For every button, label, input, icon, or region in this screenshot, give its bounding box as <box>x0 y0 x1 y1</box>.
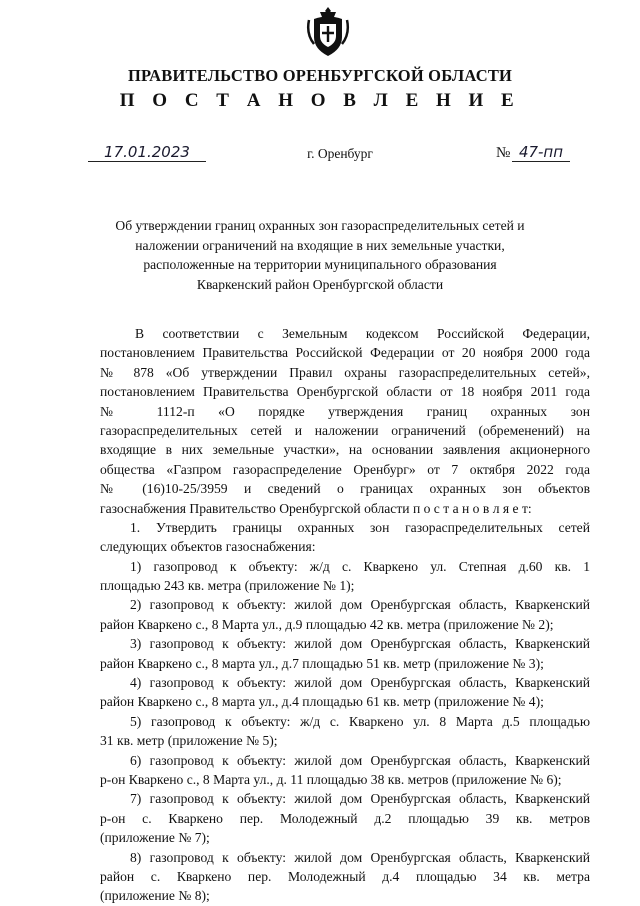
decree-date: 17.01.2023 <box>88 143 206 162</box>
body-line: (приложение № 7); <box>100 830 210 846</box>
body-line: 6) газопровод к объекту: жилой дом Оренбургская область, Кваркенский <box>130 752 590 768</box>
title-line: Об утверждении границ охранных зон газораспределительных сетей и <box>115 218 525 233</box>
title-line: наложении ограничений на входящие в них земельные участки, <box>135 237 505 253</box>
decree-number-label: № <box>496 145 511 161</box>
decree-number: 47-пп <box>512 143 570 162</box>
decree-city: г. Оренбург <box>307 146 373 161</box>
title-line: расположенные на территории муниципального образования <box>143 257 497 272</box>
body-line: 4) газопровод к объекту: жилой дом Оренбургская область, Кваркенский <box>130 675 590 691</box>
body-line: (приложение № 8); <box>100 888 210 904</box>
body-line: № 1112-п «О порядке утверждения границ охранных зон <box>100 403 590 419</box>
organization-name: ПРАВИТЕЛЬСТВО ОРЕНБУРГСКОЙ ОБЛАСТИ <box>127 66 513 85</box>
body-line: район с. Кваркено пер. Молодежный д.4 площадью 34 кв. метра <box>100 868 590 884</box>
body-line: район Кваркено с., 8 марта ул., д.4 площадью 61 кв. метр (приложение № 4); <box>100 694 544 710</box>
body-line: район Кваркено с., 8 марта ул., д.7 площадью 51 кв. метр (приложение № 3); <box>100 655 544 671</box>
body-line: постановлением Правительства Российской Федерации от 20 ноября 2000 года <box>100 345 590 361</box>
body-line: район Кваркено с., 8 Марта ул., д.9 площадью 42 кв. метра (приложение № 2); <box>100 616 554 632</box>
document-type: П О С Т А Н О В Л Е Н И Е <box>119 90 521 111</box>
title-line: Кваркенский район Оренбургской области <box>196 276 444 292</box>
coat-of-arms-icon <box>306 6 350 58</box>
decree-body <box>100 324 590 906</box>
body-line: 31 кв. метр (приложение № 5); <box>100 733 278 749</box>
body-line: 8) газопровод к объекту: жилой дом Оренбургская область, Кваркенский <box>130 849 590 865</box>
body-line: постановлением Правительства Оренбургской области от 18 ноября 2011 года <box>100 384 590 400</box>
body-line: площадью 243 кв. метра (приложение № 1); <box>100 578 355 594</box>
body-line: 7) газопровод к объекту: жилой дом Оренбургская область, Кваркенский <box>130 791 590 807</box>
body-line: р-он с. Кваркено пер. Молодежный д.2 площадью 39 кв. метров <box>100 810 590 826</box>
decree-title <box>60 216 580 294</box>
body-line: общества «Газпром газораспределение Оренбург» от 7 октября 2022 года <box>100 461 590 477</box>
body-line: газоснабжения Правительство Оренбургской области п о с т а н о в л я е т: <box>100 500 532 516</box>
body-line: 2) газопровод к объекту: жилой дом Оренбургская область, Кваркенский <box>130 597 590 613</box>
body-line: р-он Кваркено с., 8 Марта ул., д. 11 площадью 38 кв. метров (приложение № 6); <box>100 771 562 787</box>
body-line: газораспределительных сетей и наложении ограничений (обременений) на <box>100 422 590 438</box>
body-line: следующих объектов газоснабжения: <box>100 539 316 555</box>
body-line: 1. Утвердить границы охранных зон газораспределительных сетей <box>130 519 590 535</box>
body-line: 1) газопровод к объекту: ж/д с. Кваркено ул. Степная д.60 кв. 1 <box>130 558 590 574</box>
body-line: входящие в них земельные участки», на основании заявления акционерного <box>100 442 590 458</box>
body-line: 5) газопровод к объекту: ж/д с. Кваркено ул. 8 Марта д.5 площадью <box>130 713 590 729</box>
body-line: 3) газопровод к объекту: жилой дом Оренбургская область, Кваркенский <box>130 636 590 652</box>
body-line: В соответствии с Земельным кодексом Российской Федерации, <box>135 326 590 341</box>
body-line: № (16)10-25/3959 и сведений о границах охранных зон объектов <box>100 481 590 497</box>
body-line: № 878 «Об утверждении Правил охраны газораспределительных сетей», <box>100 364 590 380</box>
